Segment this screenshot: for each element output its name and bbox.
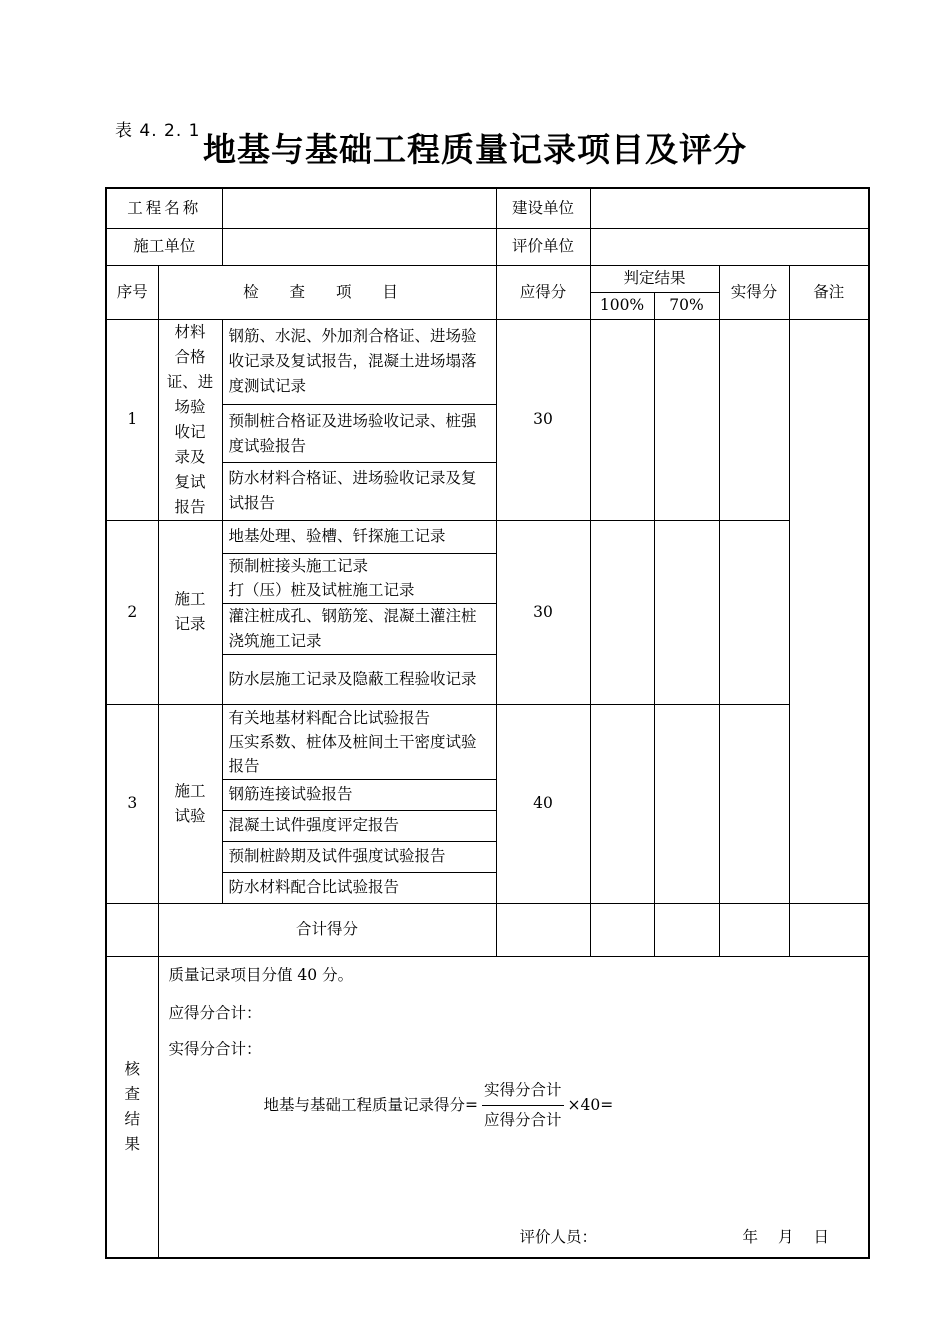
total-label: 合计得分 [158, 903, 496, 956]
table-row [106, 520, 869, 553]
date-field[interactable] [743, 1225, 850, 1250]
table-row [106, 704, 869, 779]
review-content[interactable] [158, 956, 869, 1258]
check-item: 防水材料配合比试验报告 [222, 872, 496, 903]
actual-score-cell[interactable] [719, 704, 789, 903]
evaluator-label: 评价人员： [519, 1227, 598, 1246]
formula-numerator: 实得分合计 [482, 1078, 564, 1106]
review-label: 核 查 结 果 [106, 956, 158, 1258]
group-seq: 2 [106, 520, 158, 704]
date-day: 日 [813, 1227, 830, 1246]
formula-prefix: 地基与基础工程质量记录得分= [263, 1095, 478, 1114]
group-category: 施工 试验 [158, 704, 222, 903]
check-item: 防水层施工记录及隐蔽工程验收记录 [222, 654, 496, 704]
col-remarks: 备注 [789, 265, 869, 319]
score-formula [264, 1078, 614, 1133]
col-check-item: 检 查 项 目 [158, 265, 496, 319]
total-pct100[interactable] [590, 903, 654, 956]
date-year: 年 [742, 1227, 759, 1246]
review-row [106, 956, 869, 1258]
group-category: 材料 合格 证、进 场验 收记 录及 复试 报告 [158, 319, 222, 520]
group-category: 施工 记录 [158, 520, 222, 704]
col-actual-score: 实得分 [719, 265, 789, 319]
check-item: 预制桩接头施工记录 打（压）桩及试桩施工记录 [222, 553, 496, 603]
table-row [106, 319, 869, 405]
actual-score-cell[interactable] [719, 319, 789, 520]
col-pct-70: 70% [654, 292, 719, 319]
total-due-score[interactable] [496, 903, 590, 956]
project-name-label: 工程名称 [106, 188, 222, 228]
col-judgement: 判定结果 [590, 265, 719, 292]
quality-record-table [105, 187, 870, 1259]
col-pct-100: 100% [590, 292, 654, 319]
group-seq: 1 [106, 319, 158, 520]
check-item: 钢筋连接试验报告 [222, 779, 496, 810]
review-line-3: 实得分合计： [168, 1039, 262, 1058]
pct70-cell[interactable] [654, 319, 719, 520]
header-row-1 [106, 188, 869, 228]
check-item: 有关地基材料配合比试验报告 压实系数、桩体及桩间土干密度试验报告 [222, 704, 496, 779]
builder-label: 施工单位 [106, 228, 222, 265]
evaluation-unit-label: 评价单位 [496, 228, 590, 265]
group-due-score: 30 [496, 319, 590, 520]
builder-value[interactable] [222, 228, 496, 265]
check-item: 地基处理、验槽、钎探施工记录 [222, 520, 496, 553]
check-item: 钢筋、水泥、外加剂合格证、进场验收记录及复试报告，混凝土进场塌落度测试记录 [222, 319, 496, 405]
check-item: 预制桩合格证及进场验收记录、桩强度试验报告 [222, 405, 496, 463]
total-actual-score[interactable] [719, 903, 789, 956]
date-month: 月 [778, 1227, 794, 1246]
document-title: 地基与基础工程质量记录项目及评分 [203, 130, 747, 169]
total-row [106, 903, 869, 956]
construction-unit-label: 建设单位 [496, 188, 590, 228]
remarks-cell[interactable] [789, 319, 869, 903]
formula-denominator: 应得分合计 [484, 1110, 562, 1129]
check-item: 预制桩龄期及试件强度试验报告 [222, 841, 496, 872]
pct70-cell[interactable] [654, 520, 719, 704]
pct100-cell[interactable] [590, 520, 654, 704]
review-line-2: 应得分合计： [168, 1003, 262, 1022]
header-row-2 [106, 228, 869, 265]
construction-unit-value[interactable] [590, 188, 869, 228]
group-due-score: 40 [496, 704, 590, 903]
column-header-row [106, 265, 869, 292]
check-item: 灌注桩成孔、钢筋笼、混凝土灌注桩浇筑施工记录 [222, 603, 496, 654]
pct100-cell[interactable] [590, 319, 654, 520]
total-remarks[interactable] [789, 903, 869, 956]
review-line-1: 质量记录项目分值 40 分。 [168, 965, 354, 984]
evaluation-unit-value[interactable] [590, 228, 869, 265]
table-number: 表 4. 2. 1 [115, 121, 201, 141]
check-item: 混凝土试件强度评定报告 [222, 810, 496, 841]
group-due-score: 30 [496, 520, 590, 704]
pct70-cell[interactable] [654, 704, 719, 903]
formula-suffix: ×40= [567, 1095, 614, 1114]
col-due-score: 应得分 [496, 265, 590, 319]
actual-score-cell[interactable] [719, 520, 789, 704]
formula-fraction [482, 1078, 564, 1133]
check-item: 防水材料合格证、进场验收记录及复试报告 [222, 462, 496, 520]
total-pct70[interactable] [654, 903, 719, 956]
project-name-value[interactable] [222, 188, 496, 228]
col-seq: 序号 [106, 265, 158, 319]
group-seq: 3 [106, 704, 158, 903]
total-seq-cell [106, 903, 158, 956]
pct100-cell[interactable] [590, 704, 654, 903]
